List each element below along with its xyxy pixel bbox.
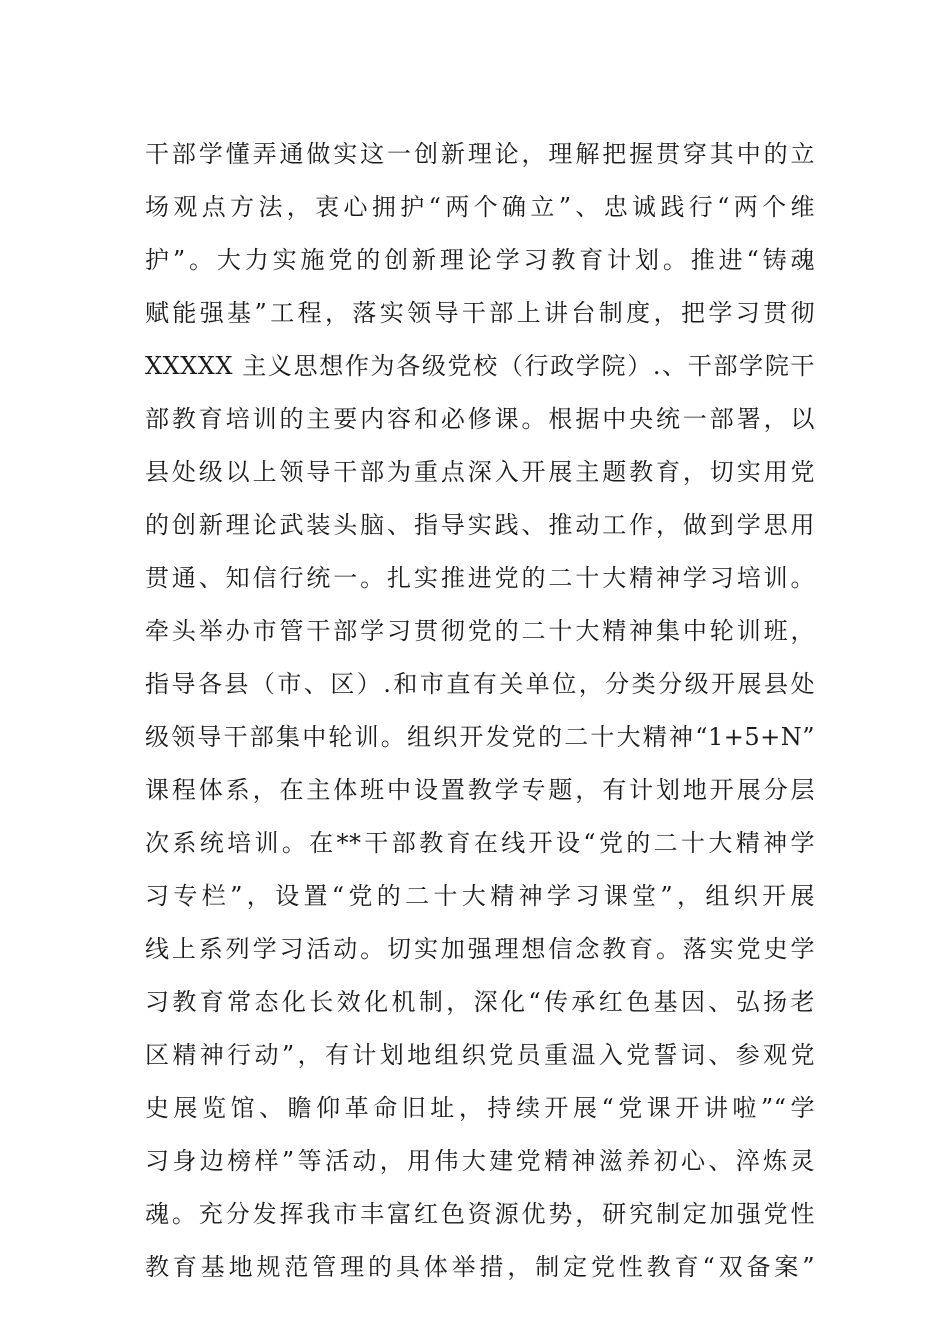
text-line: 课程体系，在主体班中设置教学专题，有计划地开展分层 xyxy=(145,776,815,804)
text-line: 区精神行动”，有计划地组织党员重温入党誓词、参观党 xyxy=(145,1041,815,1069)
text-line: 魂。充分发挥我市丰富红色资源优势，研究制定加强党性 xyxy=(145,1200,815,1228)
text-line: 教育基地规范管理的具体举措，制定党性教育“双备案” xyxy=(145,1253,815,1281)
text-line: 场观点方法，衷心拥护“两个确立”、忠诚践行“两个维 xyxy=(145,193,815,221)
text-line: 习身边榜样”等活动，用伟大建党精神滋养初心、淬炼灵 xyxy=(145,1147,815,1175)
text-line: 贯通、知信行统一。扎实推进党的二十大精神学习培训。 xyxy=(145,564,815,592)
text-line: 牵头举办市管干部学习贯彻党的二十大精神集中轮训班， xyxy=(145,617,815,645)
body-text xyxy=(145,128,815,1294)
text-line: 干部学懂弄通做实这一创新理论，理解把握贯穿其中的立 xyxy=(145,140,815,168)
text-line: 习专栏”，设置“党的二十大精神学习课堂”，组织开展 xyxy=(145,882,815,910)
text-line: 赋能强基”工程，落实领导干部上讲台制度，把学习贯彻 xyxy=(145,299,815,327)
text-line: 习教育常态化长效化机制，深化“传承红色基因、弘扬老 xyxy=(145,988,815,1016)
text-line: 史展览馆、瞻仰革命旧址，持续开展“党课开讲啦”“学 xyxy=(145,1094,815,1122)
text-line: 的创新理论武装头脑、指导实践、推动工作，做到学思用 xyxy=(145,511,815,539)
text-line: 级领导干部集中轮训。组织开发党的二十大精神“1+5+N” xyxy=(145,723,815,751)
text-line: XXXXX 主义思想作为各级党校（行政学院）.、干部学院干 xyxy=(145,352,815,380)
text-line: 次系统培训。在**干部教育在线开设“党的二十大精神学 xyxy=(145,829,815,857)
text-line: 护”。大力实施党的创新理论学习教育计划。推进“铸魂 xyxy=(145,246,815,274)
text-line: 指导各县（市、区）.和市直有关单位，分类分级开展县处 xyxy=(145,670,815,698)
text-line: 县处级以上领导干部为重点深入开展主题教育，切实用党 xyxy=(145,458,815,486)
text-line: 线上系列学习活动。切实加强理想信念教育。落实党史学 xyxy=(145,935,815,963)
text-line: 部教育培训的主要内容和必修课。根据中央统一部署，以 xyxy=(145,405,815,433)
